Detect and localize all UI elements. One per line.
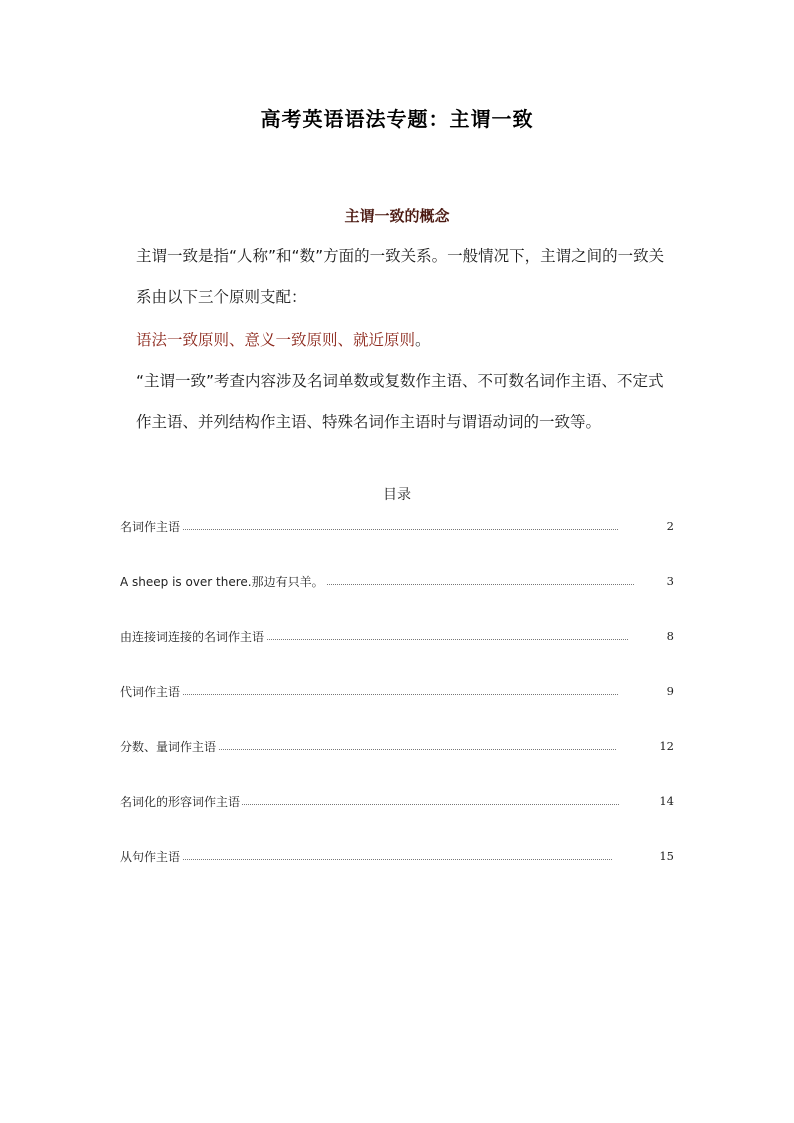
intro-paragraph: 主谓一致是指“人称”和“数”方面的一致关系。一般情况下，主谓之间的一致关系由以下三个原则支配： bbox=[136, 247, 665, 306]
toc-entry-page[interactable]: 2 bbox=[666, 519, 674, 533]
toc-entry-page[interactable]: 15 bbox=[659, 849, 674, 863]
toc-entry-label[interactable]: A sheep is over there.那边有只羊。 bbox=[120, 575, 324, 589]
toc-title: 目录 bbox=[383, 487, 411, 503]
toc-leader-dots bbox=[120, 859, 612, 860]
section-heading: 主谓一致的概念 bbox=[344, 207, 450, 225]
scope-paragraph: “主谓一致”考查内容涉及名词单数或复数作主语、不可数名词作主语、不定式作主语、并列结构作主语、特殊名词作主语时与谓语动词的一致等。 bbox=[136, 372, 664, 431]
toc-entry[interactable] bbox=[120, 517, 674, 572]
toc-leader-dots bbox=[120, 529, 618, 530]
toc-entry-page[interactable]: 14 bbox=[659, 794, 674, 808]
toc-entry-page[interactable]: 9 bbox=[666, 684, 674, 698]
toc-entry-page[interactable]: 3 bbox=[666, 574, 674, 588]
toc-entry[interactable] bbox=[120, 847, 674, 902]
principles-line bbox=[136, 320, 431, 361]
toc-entry-page[interactable]: 12 bbox=[659, 739, 674, 753]
toc-entry[interactable] bbox=[120, 792, 674, 847]
toc-entry-label[interactable]: 从句作主语 bbox=[120, 850, 181, 864]
toc-entry[interactable] bbox=[120, 627, 674, 682]
principles-text: 语法一致原则、意义一致原则、就近原则 bbox=[136, 331, 416, 349]
toc-entry-label[interactable]: 名词作主语 bbox=[120, 520, 181, 534]
toc-entry[interactable] bbox=[120, 737, 674, 792]
toc-entry[interactable] bbox=[120, 572, 674, 627]
document-title: 高考英语语法专题：主谓一致 bbox=[260, 107, 534, 131]
toc-entry-label[interactable]: 由连接词连接的名词作主语 bbox=[120, 630, 265, 644]
toc-entry-label[interactable]: 代词作主语 bbox=[120, 685, 181, 699]
toc-entry-label[interactable]: 名词化的形容词作主语 bbox=[120, 795, 241, 809]
toc-leader-dots bbox=[120, 694, 618, 695]
table-of-contents bbox=[120, 517, 674, 902]
toc-entry[interactable] bbox=[120, 682, 674, 737]
toc-entry-label[interactable]: 分数、量词作主语 bbox=[120, 740, 217, 754]
toc-entry-page[interactable]: 8 bbox=[666, 629, 674, 643]
principles-period: 。 bbox=[415, 331, 431, 349]
